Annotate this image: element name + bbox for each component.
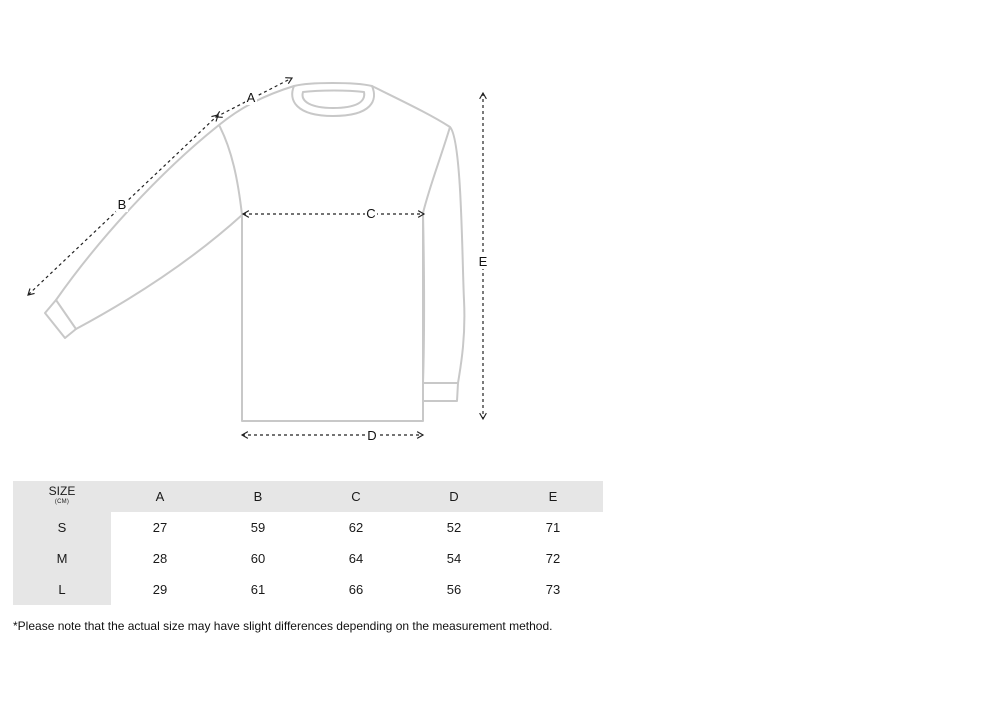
- label-a: A: [246, 90, 256, 105]
- table-cell: 56: [446, 582, 462, 597]
- sweatshirt-outline: [45, 83, 464, 421]
- measurement-labels: [116, 90, 489, 443]
- label-e: E: [478, 254, 488, 269]
- footnote: *Please note that the actual size may have slight differences depending on the measurement method.: [13, 619, 553, 633]
- left-cuff-outline: [56, 300, 76, 329]
- label-c: C: [366, 206, 376, 221]
- size-cell: L: [13, 574, 111, 605]
- table-cell: 62: [348, 520, 364, 535]
- label-d: D: [367, 428, 377, 443]
- column-header: A: [155, 489, 165, 504]
- unit-label: (CM): [54, 498, 70, 505]
- table-cell: 27: [152, 520, 168, 535]
- size-cell: M: [13, 543, 111, 574]
- table-cell: 28: [152, 551, 168, 566]
- size-header-label: SIZE: [48, 483, 76, 498]
- table-cell: 60: [250, 551, 266, 566]
- table-row: [13, 512, 603, 543]
- column-header: D: [449, 489, 459, 504]
- table-cell: 64: [348, 551, 364, 566]
- size-column-header: [13, 481, 111, 512]
- column-header: E: [548, 489, 558, 504]
- size-table: [13, 481, 603, 605]
- collar-inner-outline: [303, 91, 365, 109]
- size-cell: S: [13, 512, 111, 543]
- body-outline: [242, 213, 423, 421]
- table-cell: 59: [250, 520, 266, 535]
- table-cell: 29: [152, 582, 168, 597]
- left-sleeve-outline: [45, 86, 294, 338]
- measurement-lines: [28, 78, 483, 435]
- table-row: [13, 543, 603, 574]
- column-header: C: [351, 489, 361, 504]
- table-cell: 72: [545, 551, 561, 566]
- right-cuff-outline: [423, 383, 458, 401]
- table-cell: 54: [446, 551, 462, 566]
- table-cell: 73: [545, 582, 561, 597]
- table-header-row: [13, 481, 603, 512]
- right-sleeve-outline: [372, 86, 464, 383]
- table-cell: 52: [446, 520, 462, 535]
- table-cell: 61: [250, 582, 266, 597]
- column-header: B: [253, 489, 263, 504]
- table-cell: 71: [545, 520, 561, 535]
- table-row: [13, 574, 603, 605]
- table-cell: 66: [348, 582, 364, 597]
- label-b: B: [117, 197, 127, 212]
